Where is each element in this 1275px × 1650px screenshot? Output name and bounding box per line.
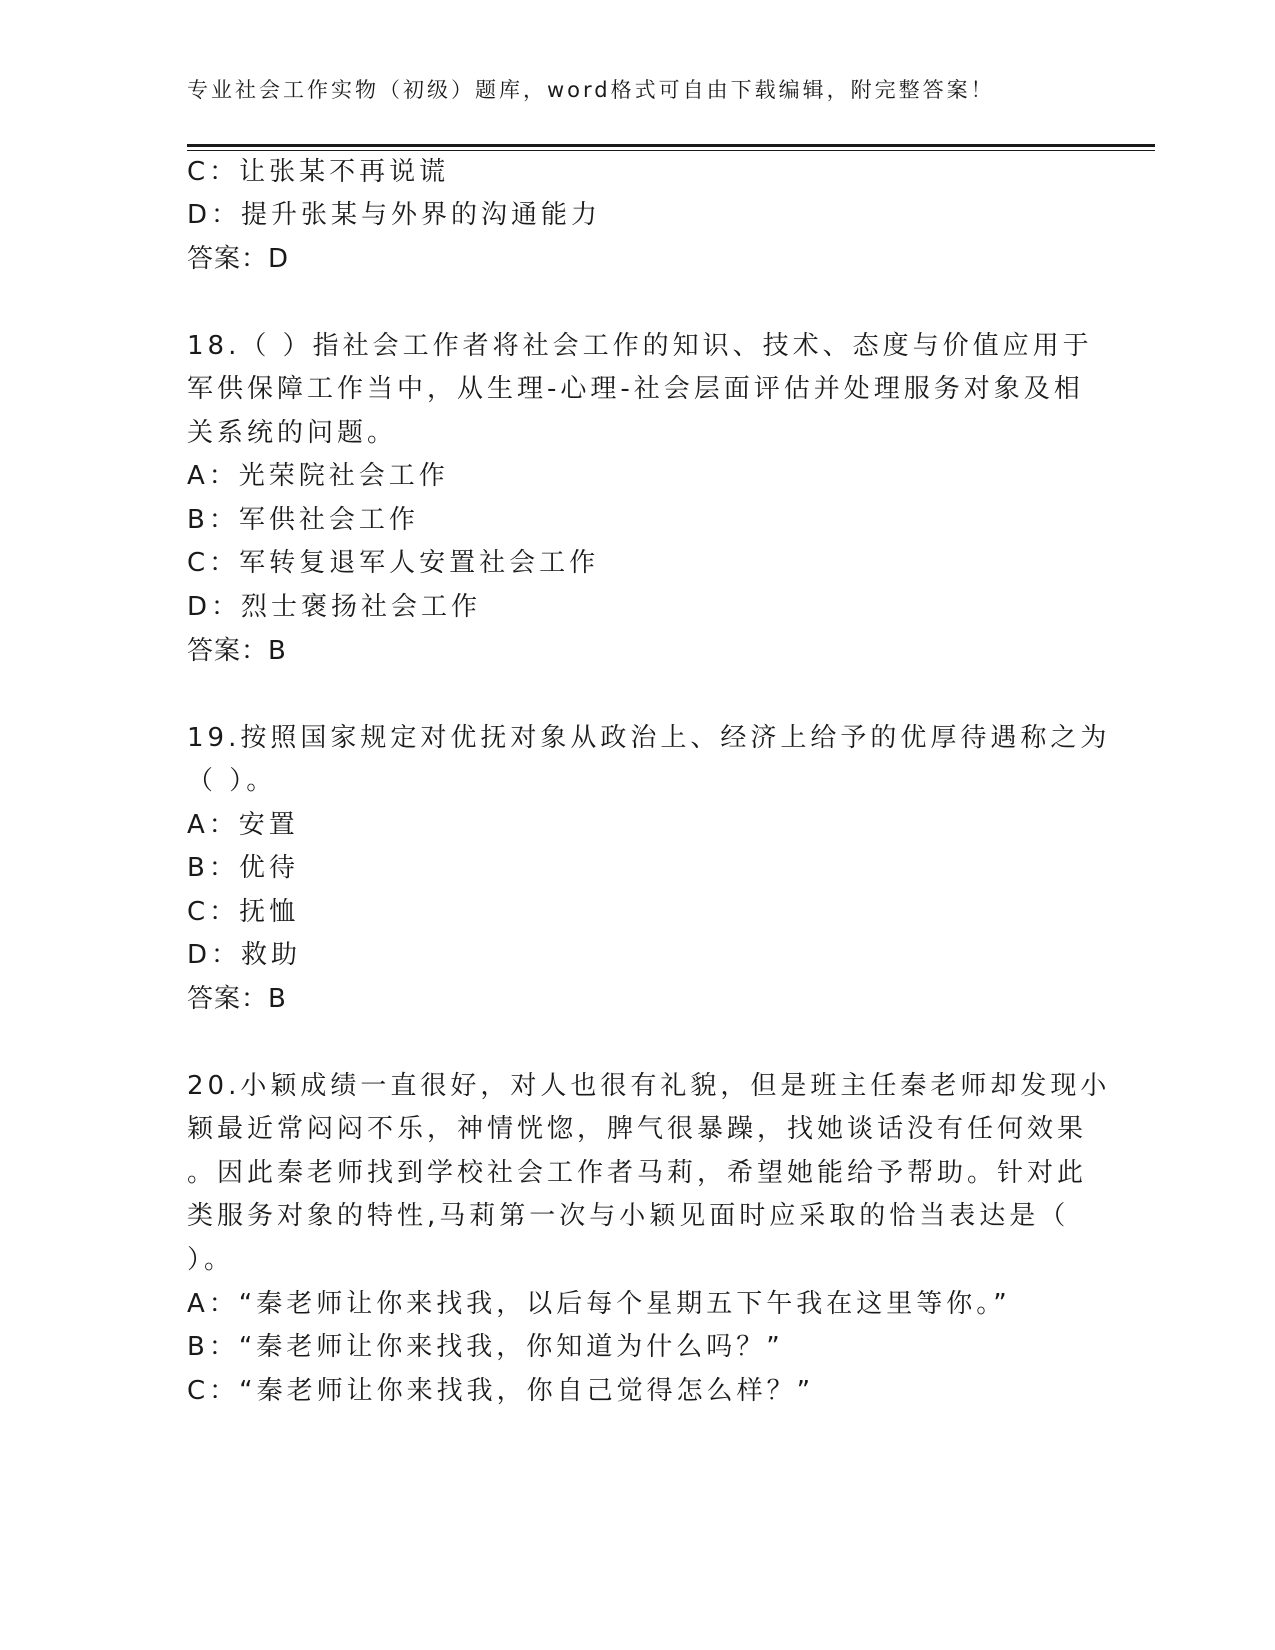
q19-option-b: B：优待: [187, 853, 299, 883]
q19-stem-line-2: （ ）。: [187, 766, 277, 796]
q17-option-c: C：让张某不再说谎: [187, 157, 450, 187]
q20-stem-line-3: 。因此秦老师找到学校社会工作者马莉，希望她能给予帮助。针对此: [187, 1158, 1088, 1188]
q19-option-d: D：救助: [187, 940, 302, 970]
q18-answer: 答案：B: [187, 636, 287, 666]
q17-answer: 答案：D: [187, 244, 290, 274]
q18-stem-line-1: 18.（ ）指社会工作者将社会工作的知识、技术、态度与价值应用于: [187, 331, 1093, 361]
q19-option-a: A：安置: [187, 810, 299, 840]
q18-stem-line-3: 关系统的问题。: [187, 418, 398, 448]
header-text: 专业社会工作实物（初级）题库，word格式可自由下载编辑，附完整答案！: [187, 78, 995, 102]
q20-option-b: B：“秦老师让你来找我，你知道为什么吗？”: [187, 1332, 784, 1362]
q20-stem-line-4: 类服务对象的特性,马莉第一次与小颖见面时应采取的恰当表达是（: [187, 1201, 1070, 1231]
q18-option-c: C：军转复退军人安置社会工作: [187, 548, 600, 578]
q20-option-c: C：“秦老师让你来找我，你自己觉得怎么样？”: [187, 1376, 815, 1406]
header-rule-thin: [187, 150, 1155, 151]
q20-stem-line-5: ）。: [187, 1245, 235, 1275]
q20-stem-line-2: 颖最近常闷闷不乐，神情恍惚，脾气很暴躁，找她谈话没有任何效果: [187, 1114, 1088, 1144]
q20-stem-line-1: 20.小颖成绩一直很好，对人也很有礼貌，但是班主任秦老师却发现小: [187, 1071, 1111, 1101]
q19-stem-line-1: 19.按照国家规定对优抚对象从政治上、经济上给予的优厚待遇称之为: [187, 723, 1111, 753]
q18-option-b: B：军供社会工作: [187, 505, 419, 535]
q18-stem-line-2: 军供保障工作当中，从生理-心理-社会层面评估并处理服务对象及相: [187, 374, 1084, 404]
header-rule-thick: [187, 144, 1155, 147]
q17-option-d: D：提升张某与外界的沟通能力: [187, 200, 602, 230]
q19-option-c: C：抚恤: [187, 897, 300, 927]
q20-option-a: A：“秦老师让你来找我，以后每个星期五下午我在这里等你。”: [187, 1289, 1011, 1319]
q18-option-d: D：烈士褒扬社会工作: [187, 592, 482, 622]
q19-answer: 答案：B: [187, 984, 287, 1014]
q18-option-a: A：光荣院社会工作: [187, 461, 449, 491]
